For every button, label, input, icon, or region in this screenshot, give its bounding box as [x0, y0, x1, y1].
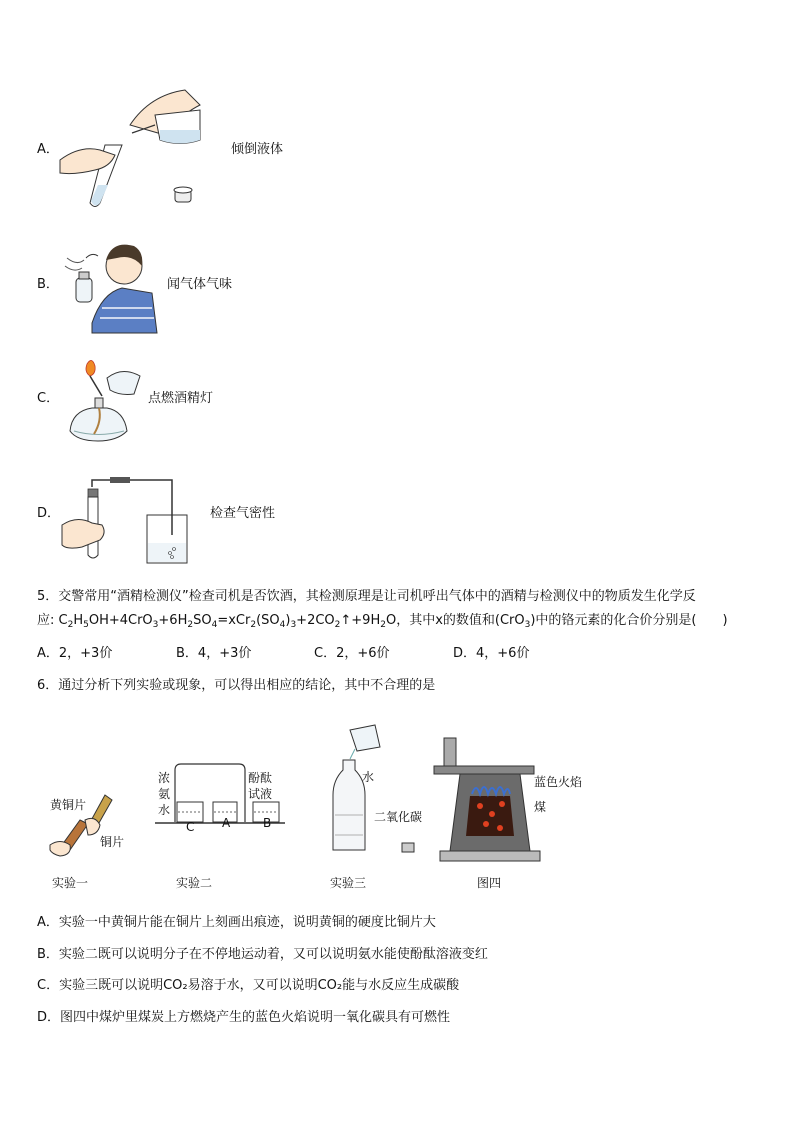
q5-option-c: C．2，+6价 [314, 646, 390, 661]
lighting-alcohol-lamp-illustration [62, 356, 152, 448]
option-a-letter: A． [37, 142, 59, 157]
q6-stem: 6．通过分析下列实验或现象，可以得出相应的结论，其中不合理的是 [37, 678, 436, 693]
option-d-letter: D． [37, 506, 61, 521]
airtightness-check-illustration [62, 475, 192, 570]
figure4-coal-stove-illustration [430, 736, 550, 866]
q5-option-d: D．4，+6价 [453, 646, 530, 661]
ammonia-label: 浓 氨 水 [158, 771, 171, 817]
q6-option-c: C．实验三既可以说明CO₂易溶于水，又可以说明CO₂能与水反应生成碳酸 [37, 978, 460, 993]
beaker-b-label: B [263, 816, 272, 830]
phenolphthalein-label: 酚酞 试液 [248, 771, 273, 801]
experiment3-illustration [325, 725, 415, 855]
q5-line2: 应: $C_2H_5OH+4CrO_3+6H_2SO_4=xCr_2(SO_4)_3+2CO_2↑+9H_2O$，其中x的数值和(CrO$_3$)中的铬元素的化合价分别是( ) [37, 613, 728, 630]
option-c-label: 点燃酒精灯 [148, 391, 214, 406]
beaker-c-label: C [186, 820, 195, 834]
figure4-caption: 图四 [477, 876, 502, 890]
co2-label: 二氧化碳 [374, 810, 423, 824]
experiment1-caption: 实验一 [52, 876, 89, 890]
q6-option-b: B．实验二既可以说明分子在不停地运动着，又可以说明氨水能使酚酞溶液变红 [37, 947, 488, 962]
q5-option-a: A．2，+3价 [37, 646, 113, 661]
q5-line1: 5．交警常用“酒精检测仪”检查司机是否饮酒，其检测原理是让司机呼出气体中的酒精与检测仪中的物质发生化学反 [37, 589, 696, 604]
option-d-label: 检查气密性 [210, 506, 276, 521]
q6-option-d: D．图四中煤炉里煤炭上方燃烧产生的蓝色火焰说明一氧化碳具有可燃性 [37, 1010, 451, 1025]
option-b-letter: B． [37, 277, 59, 292]
water-label: 水 [362, 770, 375, 784]
beaker-a-label: A [222, 816, 231, 830]
blue-flame-label: 蓝色火焰 [534, 775, 583, 789]
smelling-gas-illustration [62, 238, 162, 338]
q6-option-a: A．实验一中黄铜片能在铜片上刻画出痕迹，说明黄铜的硬度比铜片大 [37, 915, 436, 930]
pouring-liquid-illustration [60, 85, 220, 215]
brass-label: 黄铜片 [50, 798, 87, 812]
q5-option-b: B．4，+3价 [176, 646, 252, 661]
experiment2-caption: 实验二 [176, 876, 213, 890]
option-c-letter: C． [37, 391, 60, 406]
option-b-label: 闻气体气味 [167, 277, 233, 292]
coal-label: 煤 [534, 800, 547, 814]
option-a-label: 倾倒液体 [231, 142, 284, 157]
experiment3-caption: 实验三 [330, 876, 367, 890]
copper-label: 铜片 [100, 835, 125, 849]
